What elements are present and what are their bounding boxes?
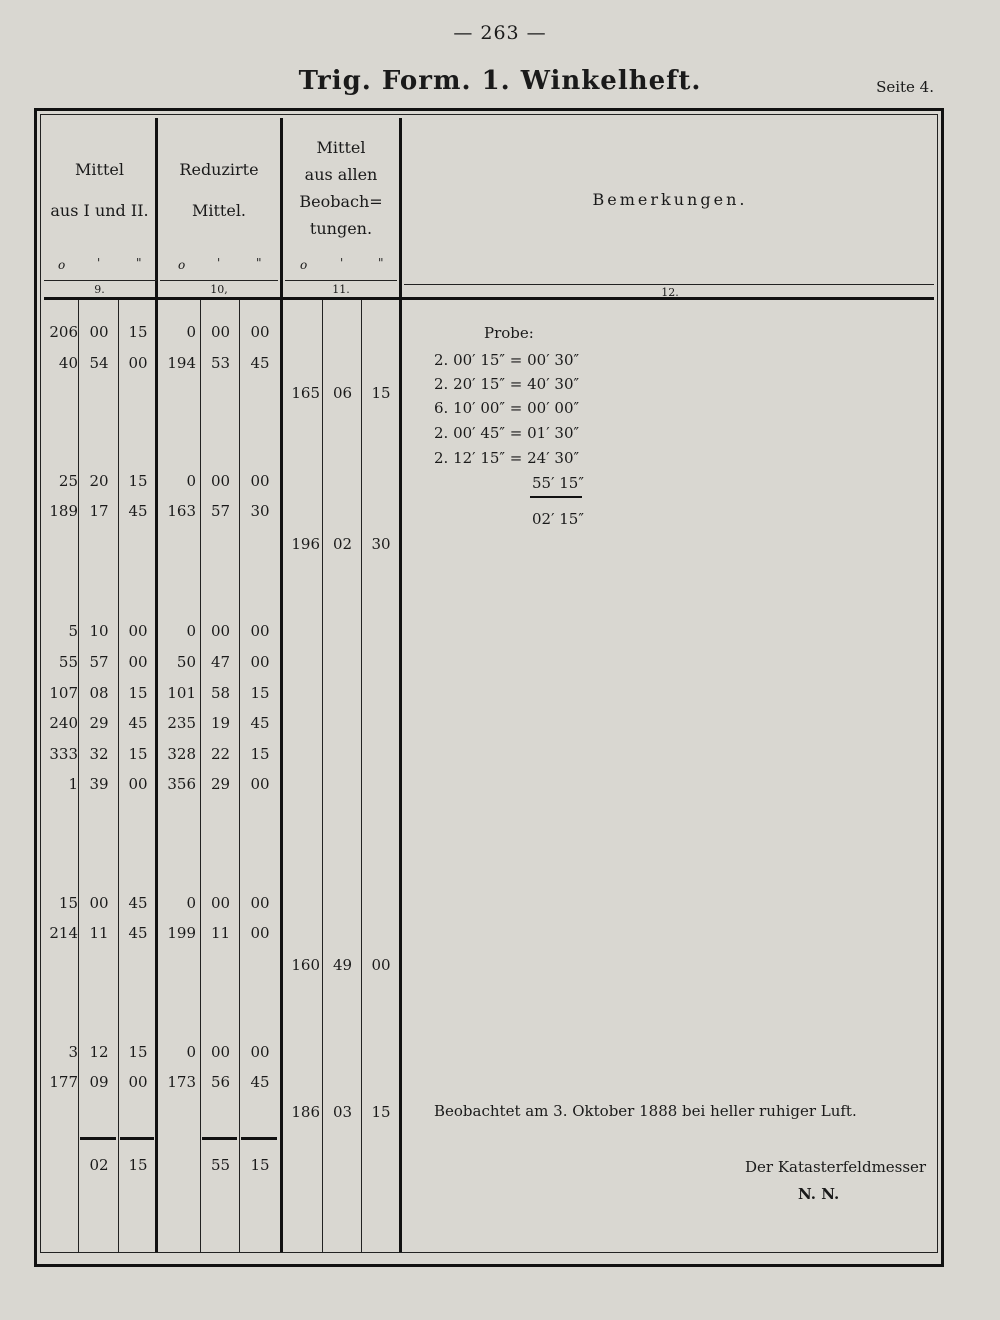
sum-rule — [120, 1137, 154, 1140]
header-col12: Bemerkungen. — [592, 190, 748, 209]
sum-rule — [241, 1137, 277, 1140]
header-col9-line1: Mittel — [75, 160, 124, 179]
cell-col10-degrees: 163 — [167, 502, 196, 520]
cell-col10-seconds: 00 — [250, 924, 270, 942]
column-number: 10, — [210, 283, 228, 296]
cell-col9-degrees: 189 — [49, 502, 78, 520]
probe-label: Probe: — [484, 324, 534, 342]
cell-col9-minutes: 10 — [89, 622, 109, 640]
cell-col9-minutes: 12 — [89, 1043, 109, 1061]
header-col11-line2: aus allen — [304, 165, 378, 184]
cell-col10-degrees: 0 — [186, 1043, 196, 1061]
cell-col9-degrees: 107 — [49, 684, 78, 702]
header-col10-line2: Mittel. — [191, 201, 247, 220]
header-col9-line2: aus I und II. — [50, 201, 149, 220]
cell-col10-seconds: 00 — [250, 1043, 270, 1061]
total-col9-minutes: 02 — [89, 1156, 109, 1174]
total-col10-seconds: 15 — [250, 1156, 270, 1174]
cell-col10-seconds: 15 — [250, 745, 270, 763]
cell-col10-degrees: 235 — [167, 714, 196, 732]
unit-second: " — [256, 256, 262, 270]
col9-subdivider — [78, 300, 79, 1252]
cell-col10-seconds: 15 — [250, 684, 270, 702]
page-number: — 263 — — [453, 22, 547, 44]
cell-col9-seconds: 45 — [128, 714, 148, 732]
cell-col10-minutes: 53 — [210, 354, 231, 372]
cell-col9-minutes: 17 — [89, 502, 109, 520]
cell-col11-degrees: 160 — [291, 956, 320, 974]
cell-col10-minutes: 29 — [210, 775, 231, 793]
sum-rule — [80, 1137, 116, 1140]
unit-minute: ' — [217, 256, 221, 270]
cell-col10-seconds: 00 — [250, 472, 270, 490]
header-col10 — [158, 156, 280, 224]
cell-col10-degrees: 199 — [167, 924, 196, 942]
unit-minute: ' — [340, 256, 344, 270]
probe-line: 2. 20′ 15″ = 40′ 30″ — [434, 375, 580, 393]
column-number: 12. — [661, 286, 679, 299]
probe-line: 2. 12′ 15″ = 24′ 30″ — [434, 449, 580, 467]
cell-col10-minutes: 00 — [210, 323, 231, 341]
form-title: Trig. Form. 1. Winkelheft. — [298, 66, 702, 96]
cell-col9-degrees: 25 — [58, 472, 78, 490]
probe-line: 2. 00′ 45″ = 01′ 30″ — [434, 424, 580, 442]
header-col11 — [283, 134, 399, 242]
cell-col9-degrees: 1 — [68, 775, 78, 793]
cell-col9-seconds: 45 — [128, 924, 148, 942]
cell-col10-seconds: 00 — [250, 894, 270, 912]
probe-line: 6. 10′ 00″ = 00′ 00″ — [434, 399, 580, 417]
colnum-line — [404, 284, 934, 285]
cell-col9-seconds: 45 — [128, 502, 148, 520]
cell-col9-minutes: 11 — [89, 924, 109, 942]
cell-col10-seconds: 00 — [250, 653, 270, 671]
cell-col9-degrees: 333 — [49, 745, 78, 763]
cell-col10-degrees: 0 — [186, 323, 196, 341]
cell-col10-degrees: 50 — [176, 653, 196, 671]
cell-col11-degrees: 196 — [291, 535, 320, 553]
cell-col10-degrees: 0 — [186, 472, 196, 490]
cell-col9-seconds: 15 — [128, 472, 148, 490]
cell-col10-seconds: 45 — [250, 714, 270, 732]
cell-col9-degrees: 5 — [68, 622, 78, 640]
page-label: Seite 4. — [876, 78, 934, 96]
col10-subdivider — [200, 300, 201, 1252]
cell-col10-seconds: 30 — [250, 502, 270, 520]
cell-col9-degrees: 15 — [58, 894, 78, 912]
cell-col11-seconds: 15 — [371, 1103, 391, 1121]
cell-col10-minutes: 19 — [210, 714, 231, 732]
unit-degree: o — [178, 258, 186, 272]
cell-col9-minutes: 32 — [89, 745, 109, 763]
cell-col11-minutes: 02 — [332, 535, 353, 553]
column-number: 9. — [94, 283, 105, 296]
cell-col9-minutes: 29 — [89, 714, 109, 732]
cell-col10-minutes: 58 — [210, 684, 231, 702]
cell-col9-seconds: 45 — [128, 894, 148, 912]
cell-col10-minutes: 00 — [210, 622, 231, 640]
cell-col9-degrees: 3 — [68, 1043, 78, 1061]
cell-col10-minutes: 47 — [210, 653, 231, 671]
cell-col9-degrees: 40 — [58, 354, 78, 372]
cell-col9-seconds: 15 — [128, 684, 148, 702]
colnum-line — [44, 280, 157, 281]
cell-col10-degrees: 194 — [167, 354, 196, 372]
cell-col11-seconds: 00 — [371, 956, 391, 974]
cell-col10-minutes: 56 — [210, 1073, 231, 1091]
cell-col10-degrees: 356 — [167, 775, 196, 793]
observation-note: Beobachtet am 3. Oktober 1888 bei heller ruhiger Luft. — [434, 1102, 857, 1120]
cell-col10-degrees: 328 — [167, 745, 196, 763]
cell-col10-degrees: 0 — [186, 622, 196, 640]
cell-col9-minutes: 20 — [89, 472, 109, 490]
header-col11-line1: Mittel — [316, 138, 366, 157]
col10-subdivider — [239, 300, 240, 1252]
total-col9-seconds: 15 — [128, 1156, 148, 1174]
cell-col9-seconds: 15 — [128, 745, 148, 763]
cell-col10-minutes: 00 — [210, 472, 231, 490]
cell-col9-minutes: 54 — [89, 354, 109, 372]
cell-col11-seconds: 30 — [371, 535, 391, 553]
probe-line: 2. 00′ 15″ = 00′ 30″ — [434, 351, 580, 369]
unit-minute: ' — [97, 256, 101, 270]
column-number: 11. — [332, 283, 350, 296]
cell-col10-seconds: 45 — [250, 1073, 270, 1091]
cell-col9-seconds: 15 — [128, 1043, 148, 1061]
cell-col9-degrees: 214 — [49, 924, 78, 942]
cell-col11-minutes: 06 — [332, 384, 353, 402]
cell-col10-seconds: 45 — [250, 354, 270, 372]
cell-col10-minutes: 00 — [210, 894, 231, 912]
col11-subdivider — [322, 300, 323, 1252]
cell-col9-seconds: 00 — [128, 622, 148, 640]
cell-col10-seconds: 00 — [250, 622, 270, 640]
cell-col9-minutes: 08 — [89, 684, 109, 702]
unit-second: " — [378, 256, 384, 270]
colnum-line — [285, 280, 397, 281]
col9-subdivider — [118, 300, 119, 1252]
cell-col9-degrees: 206 — [49, 323, 78, 341]
cell-col9-seconds: 00 — [128, 354, 148, 372]
probe-result: 02′ 15″ — [532, 510, 584, 528]
cell-col11-seconds: 15 — [371, 384, 391, 402]
cell-col9-seconds: 15 — [128, 323, 148, 341]
cell-col9-seconds: 00 — [128, 653, 148, 671]
cell-col10-minutes: 57 — [210, 502, 231, 520]
col11-subdivider — [361, 300, 362, 1252]
cell-col10-minutes: 11 — [210, 924, 231, 942]
cell-col10-degrees: 0 — [186, 894, 196, 912]
cell-col11-degrees: 186 — [291, 1103, 320, 1121]
cell-col10-minutes: 22 — [210, 745, 231, 763]
cell-col10-seconds: 00 — [250, 775, 270, 793]
header-col9 — [44, 156, 155, 224]
cell-col9-degrees: 177 — [49, 1073, 78, 1091]
unit-second: " — [136, 256, 142, 270]
header-col11-line4: tungen. — [309, 219, 373, 238]
unit-degree: o — [58, 258, 66, 272]
cell-col11-degrees: 165 — [291, 384, 320, 402]
cell-col11-minutes: 49 — [332, 956, 353, 974]
cell-col9-seconds: 00 — [128, 775, 148, 793]
total-col10-minutes: 55 — [210, 1156, 231, 1174]
cell-col9-minutes: 57 — [89, 653, 109, 671]
cell-col9-minutes: 09 — [89, 1073, 109, 1091]
cell-col10-degrees: 173 — [167, 1073, 196, 1091]
cell-col9-seconds: 00 — [128, 1073, 148, 1091]
cell-col10-degrees: 101 — [167, 684, 196, 702]
colnum-line — [160, 280, 278, 281]
cell-col9-minutes: 00 — [89, 894, 109, 912]
unit-degree: o — [300, 258, 308, 272]
cell-col9-minutes: 00 — [89, 323, 109, 341]
header-col11-line3: Beobach= — [299, 192, 383, 211]
signature-title: Der Katasterfeldmesser — [745, 1158, 927, 1176]
header-col10-line1: Reduzirte — [179, 160, 259, 179]
cell-col9-degrees: 55 — [58, 653, 78, 671]
cell-col10-seconds: 00 — [250, 323, 270, 341]
cell-col9-minutes: 39 — [89, 775, 109, 793]
sum-rule — [202, 1137, 237, 1140]
probe-sum: 55′ 15″ — [532, 474, 584, 492]
cell-col10-minutes: 00 — [210, 1043, 231, 1061]
cell-col9-degrees: 240 — [49, 714, 78, 732]
cell-col11-minutes: 03 — [332, 1103, 353, 1121]
signature-name: N. N. — [798, 1185, 840, 1203]
probe-sum-rule — [530, 496, 582, 498]
